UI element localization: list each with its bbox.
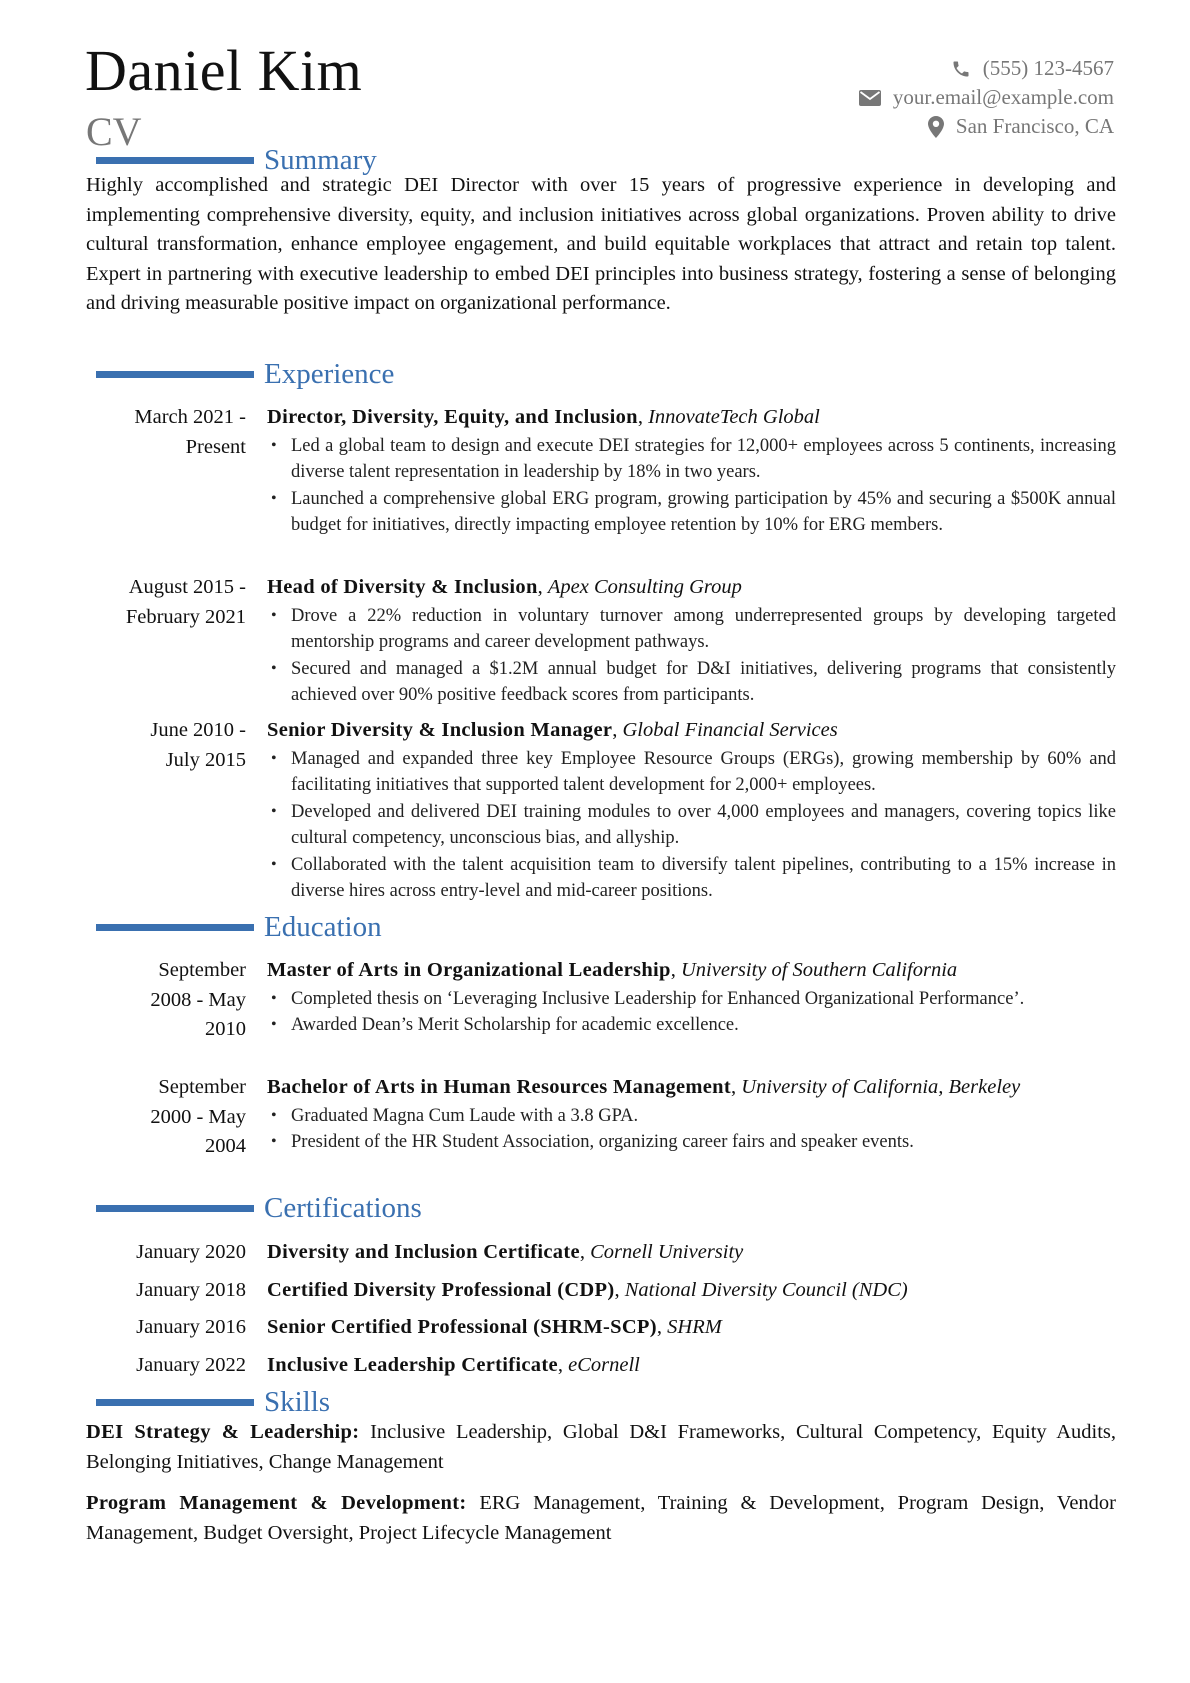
date-line: 2010	[205, 1018, 246, 1040]
date-start: June 2010 -	[150, 719, 246, 741]
skill-items: Inclusive Leadership, Global D&I Frameworks, Cultural Competency, Equity Audits, Belonging Initiatives, Change Management	[86, 1421, 1117, 1473]
section-header-skills	[96, 1388, 330, 1417]
bullet-item: • Secured and managed a $1.2M annual budget for D&I initiatives, delivering programs that consistently achieved over 90% positive feedback scores from participants.	[267, 656, 1116, 709]
section-title: Certifications	[264, 1192, 422, 1224]
section-header-education	[96, 913, 382, 942]
section-header-certifications	[96, 1194, 422, 1223]
bullet-list	[267, 433, 1116, 539]
separator: ,	[731, 1076, 742, 1098]
entry-dates	[86, 403, 246, 462]
separator: ,	[579, 1241, 591, 1263]
entry-title-line	[267, 1073, 1116, 1103]
section-title: Education	[264, 911, 382, 943]
separator: ,	[656, 1316, 668, 1338]
skill-group	[86, 1418, 1116, 1477]
section-accent-bar	[96, 1399, 254, 1406]
separator: ,	[612, 719, 623, 741]
date-end: February 2021	[125, 605, 246, 628]
section-title: Summary	[264, 144, 377, 176]
bullet-item: • Managed and expanded three key Employee Resource Groups (ERGs), growing membership by 60% and facilitating initiatives that supported talent development for 2,000+ employees.	[267, 746, 1116, 799]
section-accent-bar	[96, 371, 254, 378]
job-title: Director, Diversity, Equity, and Inclusion	[267, 406, 638, 428]
section-title: Skills	[264, 1386, 331, 1418]
entry-title-line	[267, 403, 1116, 433]
contact-block	[859, 54, 1114, 141]
degree: Bachelor of Arts in Human Resources Management	[267, 1076, 732, 1098]
cert-name: Inclusive Leadership Certificate	[267, 1354, 558, 1376]
section-header-experience	[96, 360, 394, 389]
date-line: 2008 - May	[150, 988, 246, 1011]
entry-dates	[86, 956, 246, 1045]
bullet-item: • Collaborated with the talent acquisition team to diversify talent pipelines, contributing to a 15% increase in diverse hires across entry-level and mid-career positions.	[267, 852, 1116, 905]
certification-row	[86, 1351, 1116, 1381]
cert-title-line	[267, 1313, 1116, 1343]
certification-row	[86, 1276, 1116, 1306]
section-title: Experience	[264, 358, 395, 390]
organization: Global Financial Services	[622, 719, 838, 741]
contact-location	[859, 112, 1114, 141]
entry-body	[267, 1073, 1116, 1156]
cert-issuer: National Diversity Council (NDC)	[624, 1279, 908, 1301]
date-line: 2000 - May	[150, 1105, 246, 1128]
contact-email[interactable]	[859, 83, 1114, 112]
separator: ,	[557, 1354, 569, 1376]
candidate-name: Daniel Kim	[85, 38, 363, 103]
summary-text: Highly accomplished and strategic DEI Director with over 15 years of progressive experience in developing and implementing comprehensive diversity, equity, and inclusion initiatives across global organizations. Proven ability to drive cultural transformation, enhance employee engagement, and build equitable workplaces that attract and retain top talent. Expert in partnering with executive leadership to embed DEI principles into business strategy, fostering a sense of belonging and driving measurable positive impact on organizational performance.	[86, 174, 1116, 314]
cert-title-line	[267, 1276, 1116, 1306]
bullet-item: • Completed thesis on ‘Leveraging Inclusive Leadership for Enhanced Organizational Performance’.	[267, 986, 1116, 1013]
email-text: your.email@example.com	[892, 85, 1114, 109]
certification-row	[86, 1238, 1116, 1268]
date-line: September	[158, 959, 246, 981]
cert-name: Certified Diversity Professional (CDP)	[267, 1279, 615, 1301]
cert-issuer: eCornell	[568, 1354, 640, 1376]
cert-name: Senior Certified Professional (SHRM-SCP)	[267, 1316, 657, 1338]
cert-date: January 2020	[136, 1241, 246, 1263]
separator: ,	[637, 406, 649, 428]
degree: Master of Arts in Organizational Leadership	[267, 959, 671, 981]
bullet-list	[267, 746, 1116, 905]
cert-date: January 2022	[136, 1354, 246, 1376]
bullet-item: • Led a global team to design and execute DEI strategies for 12,000+ employees across 5 continents, increasing diverse talent representation in leadership by 18% in two years.	[267, 433, 1116, 486]
skill-category: DEI Strategy & Leadership:	[86, 1421, 360, 1443]
separator: ,	[537, 576, 548, 598]
section-accent-bar	[96, 1205, 254, 1212]
job-title: Head of Diversity & Inclusion	[267, 576, 538, 598]
map-pin-icon	[928, 116, 944, 138]
date-line: September	[158, 1076, 246, 1098]
cert-date: January 2016	[136, 1316, 246, 1338]
bullet-item: • Launched a comprehensive global ERG program, growing participation by 45% and securing a $500K annual budget for initiatives, directly impacting employee retention by 10% for ERG members.	[267, 486, 1116, 539]
date-start: August 2015 -	[128, 576, 246, 598]
section-accent-bar	[96, 157, 254, 164]
separator: ,	[614, 1279, 625, 1301]
cert-date: January 2018	[136, 1279, 246, 1301]
organization: Apex Consulting Group	[547, 576, 742, 598]
entry-body	[267, 956, 1116, 1039]
bullet-item: • Developed and delivered DEI training modules to over 4,000 employees and managers, covering topics like cultural competency, unconscious bias, and allyship.	[267, 799, 1116, 852]
date-line: 2004	[205, 1135, 246, 1157]
bullet-list	[267, 1103, 1116, 1156]
entry-title-line	[267, 573, 1116, 603]
phone-text: (555) 123-4567	[982, 56, 1114, 80]
envelope-icon	[859, 90, 881, 106]
cert-title-line	[267, 1351, 1116, 1381]
cert-title-line	[267, 1238, 1116, 1268]
bullet-item: • Awarded Dean’s Merit Scholarship for academic excellence.	[267, 1012, 1116, 1039]
cert-name: Diversity and Inclusion Certificate	[267, 1241, 580, 1263]
bullet-list	[267, 603, 1116, 709]
bullet-item: • President of the HR Student Association, organizing career fairs and speaker events.	[267, 1129, 1116, 1156]
organization: InnovateTech Global	[648, 406, 820, 428]
entry-dates	[86, 573, 246, 632]
bullet-item: • Graduated Magna Cum Laude with a 3.8 GPA.	[267, 1103, 1116, 1130]
school: University of Southern California	[680, 959, 958, 981]
document-subtitle: CV	[86, 109, 142, 154]
cert-issuer: Cornell University	[590, 1241, 744, 1263]
entry-dates	[86, 716, 246, 775]
job-title: Senior Diversity & Inclusion Manager	[267, 719, 613, 741]
date-end: Present	[185, 435, 246, 458]
skill-category: Program Management & Development:	[86, 1492, 467, 1514]
certification-row	[86, 1313, 1116, 1343]
bullet-item: • Drove a 22% reduction in voluntary turnover among underrepresented groups by developing targeted mentorship programs and career development pathways.	[267, 603, 1116, 656]
date-end: July 2015	[165, 748, 246, 771]
location-text: San Francisco, CA	[955, 114, 1114, 138]
separator: ,	[670, 959, 681, 981]
bullet-list	[267, 986, 1116, 1039]
date-start: March 2021 -	[134, 406, 246, 428]
phone-icon	[951, 59, 971, 79]
entry-body	[267, 403, 1116, 539]
section-accent-bar	[96, 924, 254, 931]
entry-title-line	[267, 716, 1116, 746]
contact-phone[interactable]	[859, 54, 1114, 83]
entry-dates	[86, 1073, 246, 1162]
entry-body	[267, 573, 1116, 709]
skill-items: ERG Management, Training & Development, Program Design, Vendor Management, Budget Oversight, Project Lifecycle Management	[86, 1492, 1116, 1544]
school: University of California, Berkeley	[741, 1076, 1021, 1098]
cert-issuer: SHRM	[667, 1316, 722, 1338]
entry-title-line	[267, 956, 1116, 986]
skill-group	[86, 1489, 1116, 1548]
entry-body	[267, 716, 1116, 905]
